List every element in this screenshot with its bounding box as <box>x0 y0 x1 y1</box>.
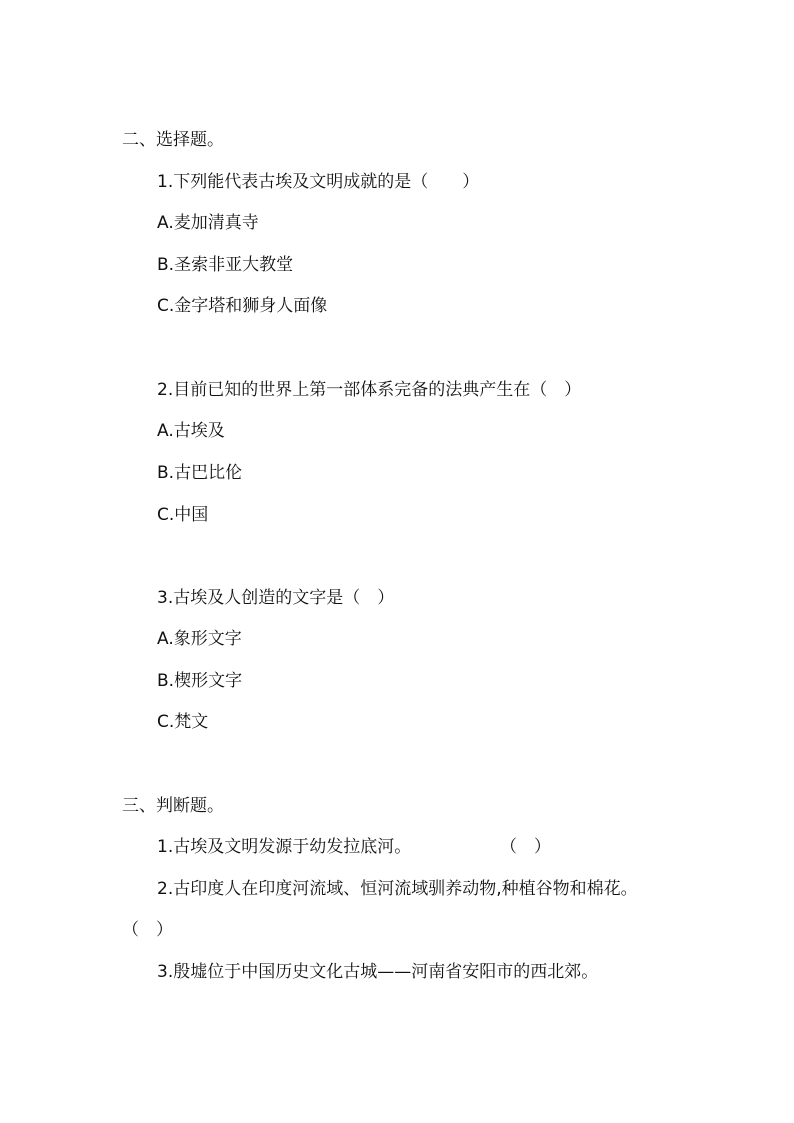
question-1-stem: 1.下列能代表古埃及文明成就的是（ ） <box>157 172 480 192</box>
section-title-true-false: 三、判断题。 <box>122 796 224 816</box>
question-3-option-a: A.象形文字 <box>157 629 242 649</box>
question-2-stem: 2.目前已知的世界上第一部体系完备的法典产生在（ ） <box>157 380 582 400</box>
question-2-option-b: B.古巴比伦 <box>157 463 243 483</box>
judgement-2-blank: （ ） <box>122 920 173 940</box>
judgement-2-text: 2.古印度人在印度河流域、恒河流域驯养动物,种植谷物和棉花。 <box>157 879 638 899</box>
judgement-1-blank: （ ） <box>500 837 551 857</box>
section-title-multiple-choice: 二、选择题。 <box>122 130 224 150</box>
question-1-option-b: B.圣索非亚大教堂 <box>157 255 294 275</box>
question-3-option-b: B.楔形文字 <box>157 671 243 691</box>
question-3-stem: 3.古埃及人创造的文字是（ ） <box>157 588 395 608</box>
question-2-option-a: A.古埃及 <box>157 421 225 441</box>
judgement-1-text: 1.古埃及文明发源于幼发拉底河。 <box>157 837 412 857</box>
judgement-3-text: 3.殷墟位于中国历史文化古城——河南省安阳市的西北郊。 <box>157 962 599 982</box>
question-3-option-c: C.梵文 <box>157 712 209 732</box>
question-1-option-c: C.金字塔和狮身人面像 <box>157 296 328 316</box>
question-2-option-c: C.中国 <box>157 505 209 525</box>
question-1-option-a: A.麦加清真寺 <box>157 213 259 233</box>
